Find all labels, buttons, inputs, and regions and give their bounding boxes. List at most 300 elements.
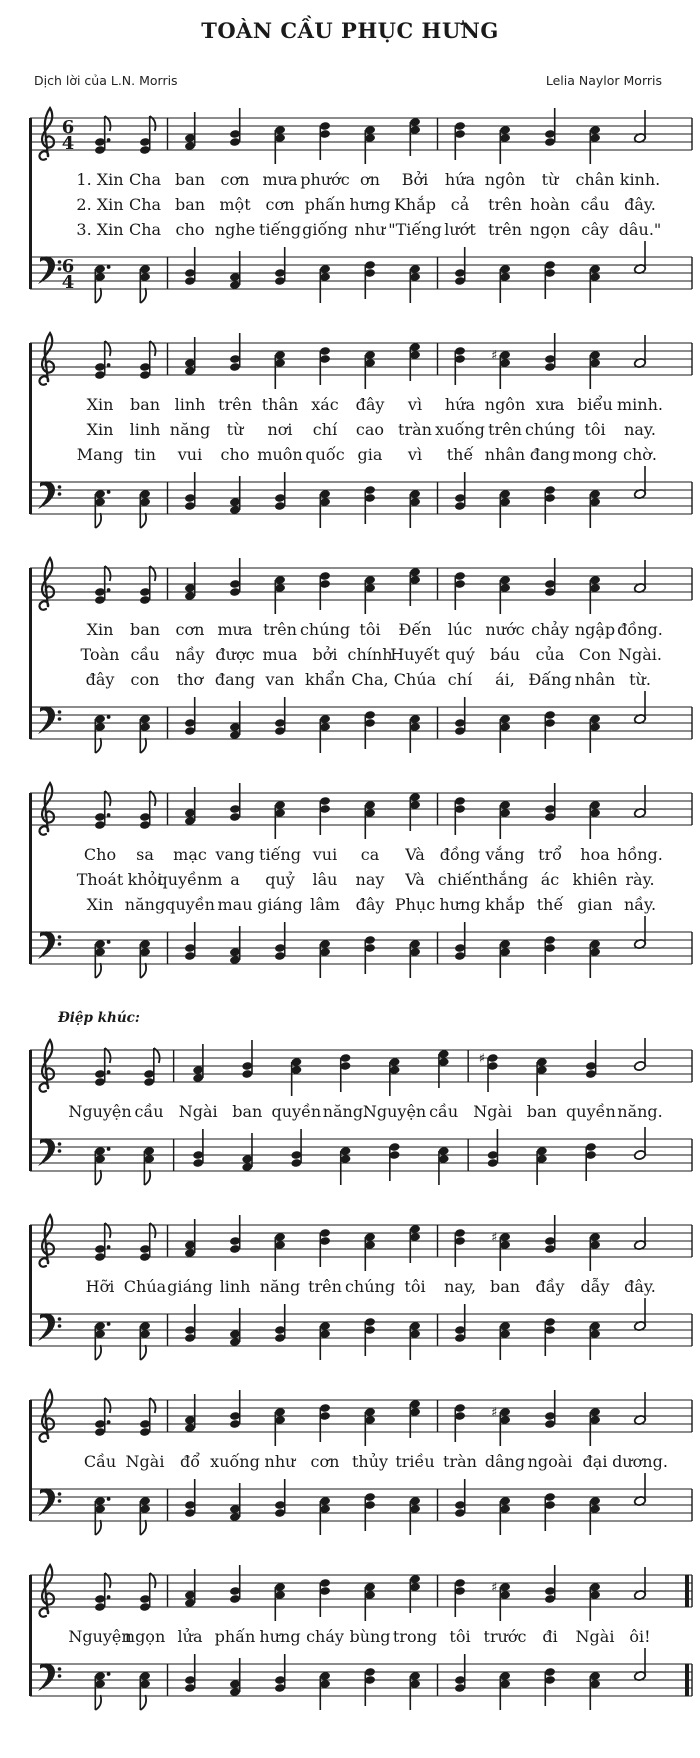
lyric-word: hứa: [444, 395, 476, 414]
bass-staff: [0, 1125, 700, 1189]
note-chord: [94, 791, 110, 830]
augmentation-dot: [107, 1595, 111, 1599]
staff-lines: [30, 1664, 692, 1696]
lyric-word: biểu: [577, 395, 613, 414]
lyric-word: tràn: [443, 1452, 477, 1471]
lyric-word: phấn: [214, 1627, 256, 1646]
lyric-word: ngoài: [527, 1452, 573, 1471]
augmentation-dot: [107, 138, 111, 142]
lyric-word: triều: [395, 1452, 435, 1471]
note-chord: [94, 1496, 110, 1535]
note-chord: [589, 264, 600, 303]
music-system: [0, 329, 700, 532]
lyric-line: [0, 618, 700, 643]
staff-lines: [30, 257, 692, 289]
augmentation-dot: [107, 940, 111, 944]
note-chord: [454, 1304, 465, 1343]
lyric-word: đầy: [535, 1277, 565, 1296]
lyric-word: bùng: [349, 1627, 391, 1646]
lyric-word: chúng: [344, 1277, 396, 1296]
lyric-word: linh: [174, 395, 206, 414]
note-chord: [454, 1403, 465, 1442]
lyric-word: a: [230, 870, 240, 889]
lyric-word: dương.: [612, 1452, 668, 1471]
lyric-line: [0, 1625, 700, 1650]
lyric-word: chí: [312, 420, 338, 439]
lyric-word: cháy: [306, 1627, 344, 1646]
lyric-word: khỏi: [127, 870, 163, 889]
note-chord: [499, 264, 510, 303]
lyric-word: Khắp: [393, 195, 437, 214]
lyric-word: trên: [218, 395, 252, 414]
lyric-word: Xin: [86, 895, 114, 914]
note-chord: [274, 125, 285, 164]
note-chord: [634, 1298, 647, 1331]
note-chord: [139, 1496, 150, 1535]
lyric-word: đang: [214, 670, 256, 689]
note-chord: [364, 125, 375, 164]
note-chord: [94, 116, 110, 155]
note-chord: [340, 1053, 351, 1092]
note-chord: [274, 1232, 285, 1271]
note-chord: [319, 1671, 330, 1710]
note-chord: [454, 1578, 465, 1617]
eighth-flag: [140, 1695, 146, 1710]
lyric-word: lướt: [444, 220, 476, 239]
lyric-word: Ngài: [178, 1102, 218, 1121]
note-chord: [544, 1492, 555, 1531]
note-chord: [634, 785, 647, 818]
note-chord: [589, 1582, 600, 1621]
note-chord: [274, 697, 285, 736]
lyric-word: ngôn: [484, 395, 526, 414]
note-chord: [634, 1648, 647, 1681]
lyric-word: Con: [578, 645, 612, 664]
note-chord: [634, 241, 647, 274]
note-chord: [589, 575, 600, 614]
augmentation-dot: [107, 1070, 111, 1074]
note-chord: [94, 1573, 110, 1612]
augmentation-dot: [107, 715, 111, 719]
lyric-word: ngọn: [529, 220, 571, 239]
bass-staff: [0, 1475, 700, 1539]
note-chord: [139, 116, 155, 155]
note-chord: [139, 1671, 150, 1710]
note-chord: [409, 489, 420, 528]
lyric-word: ban: [129, 395, 161, 414]
note-chord: [544, 783, 555, 822]
lyric-word: đang: [529, 445, 571, 464]
lyrics-block: [0, 843, 700, 918]
bass-staff: [0, 1650, 700, 1714]
note-chord: [94, 1223, 110, 1262]
note-chord: [364, 350, 375, 389]
chorus-label: Điệp khúc:: [58, 1010, 140, 1026]
note-chord: [589, 1407, 600, 1446]
note-chord: [229, 333, 240, 372]
note-chord: [499, 575, 510, 614]
note-chord: [454, 796, 465, 835]
note-chord: [479, 1052, 499, 1093]
note-chord: [274, 575, 285, 614]
lyric-word: trên: [263, 620, 297, 639]
note-chord: [274, 1304, 285, 1343]
lyric-word: 3. Xin: [76, 220, 124, 239]
lyric-word: quý: [445, 645, 475, 664]
note-chord: [491, 349, 511, 390]
lyrics-block: [0, 1275, 700, 1300]
note-chord: [499, 714, 510, 753]
eighth-flag: [140, 963, 146, 978]
note-chord: [274, 472, 285, 511]
lyric-line: [0, 1450, 700, 1475]
lyric-word: Toàn: [80, 645, 120, 664]
music-system: [0, 1561, 700, 1714]
lyric-word: chúng: [299, 620, 351, 639]
staff-lines: [30, 118, 692, 150]
lyric-word: cho: [175, 220, 205, 239]
lyric-word: Ngài: [575, 1627, 615, 1646]
lyric-line: [0, 668, 700, 693]
note-chord: [143, 1146, 154, 1185]
note-chord: [274, 350, 285, 389]
music-system: [0, 1036, 700, 1189]
lyric-word: hứa: [444, 170, 476, 189]
note-chord: [409, 714, 420, 753]
lyric-word: năng: [259, 1277, 301, 1296]
note-chord: [634, 1567, 647, 1600]
lyric-word: muôn: [257, 445, 303, 464]
note-chord: [139, 1573, 155, 1612]
note-chord: [229, 783, 240, 822]
lyric-word: ái,: [495, 670, 515, 689]
lyrics-block: [0, 168, 700, 243]
note-chord: [319, 1321, 330, 1360]
lyric-word: trên: [488, 195, 522, 214]
lyric-word: minh.: [617, 395, 663, 414]
lyric-word: ơn: [360, 170, 380, 189]
lyric-word: Thoát: [76, 870, 124, 889]
lyric-word: chảy: [531, 620, 569, 639]
lyric-word: quyền: [271, 1102, 322, 1121]
note-chord: [364, 800, 375, 839]
lyric-word: thơ: [176, 670, 204, 689]
lyric-word: tiếng: [259, 220, 301, 239]
score-body: [0, 104, 700, 1714]
lyrics-block: [0, 1625, 700, 1650]
lyric-word: Và: [405, 870, 425, 889]
lyric-word: hồng.: [617, 845, 663, 864]
staff-lines: [30, 343, 692, 375]
lyric-word: Xin: [86, 395, 114, 414]
bass-clef-icon: [38, 1663, 61, 1691]
note-chord: [319, 939, 330, 978]
note-chord: [634, 916, 647, 949]
eighth-flag: [95, 1345, 101, 1360]
lyric-word: báu: [489, 645, 521, 664]
time-signature: [62, 256, 75, 293]
lyric-word: đây: [355, 395, 385, 414]
note-chord: [274, 1582, 285, 1621]
lyric-word: hoàn: [530, 195, 570, 214]
note-chord: [454, 472, 465, 511]
lyric-word: khắp: [485, 895, 525, 914]
lyric-word: vắng: [485, 845, 525, 864]
lyric-word: nước: [485, 620, 525, 639]
treble-staff: [0, 1386, 700, 1450]
note-chord: [319, 796, 330, 835]
note-chord: [454, 247, 465, 286]
note-chord: [94, 1048, 110, 1087]
lyric-word: thủy: [351, 1452, 389, 1471]
lyric-word: Hỡi: [85, 1277, 115, 1296]
note-chord: [184, 697, 195, 736]
lyric-word: mưa: [217, 620, 253, 639]
note-chord: [364, 1407, 375, 1446]
lyric-word: nầy: [175, 645, 205, 664]
note-chord: [454, 121, 465, 160]
lyric-word: đồng.: [617, 620, 663, 639]
note-chord: [94, 489, 110, 528]
augmentation-dot: [107, 363, 111, 367]
note-chord: [634, 466, 647, 499]
lyric-line: [0, 393, 700, 418]
augmentation-dot: [107, 1147, 111, 1151]
lyric-word: Xin: [86, 420, 114, 439]
note-chord: [139, 791, 155, 830]
lyric-word: Và: [405, 845, 425, 864]
lyric-word: quyềnm: [157, 870, 223, 889]
note-chord: [589, 1496, 600, 1535]
staff-lines: [30, 932, 692, 964]
staff-lines: [30, 482, 692, 514]
staff-lines: [30, 707, 692, 739]
note-chord: [589, 714, 600, 753]
eighth-flag: [95, 738, 101, 753]
lyric-line: [0, 893, 700, 918]
eighth-flag: [95, 1520, 101, 1535]
note-chord: [229, 1215, 240, 1254]
lyric-line: [0, 443, 700, 468]
lyric-word: ban: [526, 1102, 557, 1121]
note-chord: [364, 1667, 375, 1706]
treble-staff: [0, 329, 700, 393]
lyric-word: nầy.: [623, 895, 657, 914]
lyric-word: nay.: [624, 420, 656, 439]
treble-staff: [0, 1211, 700, 1275]
bass-staff: [0, 1300, 700, 1364]
note-chord: [319, 121, 330, 160]
note-chord: [454, 571, 465, 610]
note-chord: [589, 350, 600, 389]
note-chord: [143, 1048, 159, 1087]
note-chord: [536, 1057, 547, 1096]
note-chord: [364, 485, 375, 524]
note-chord: [139, 566, 155, 605]
note-chord: [499, 800, 510, 839]
note-chord: [544, 1565, 555, 1604]
lyric-word: từ.: [629, 670, 651, 689]
lyric-line: [0, 868, 700, 893]
lyric-word: vì: [407, 445, 423, 464]
lyric-word: Phục: [394, 895, 436, 914]
note-chord: [544, 1317, 555, 1356]
staff-lines: [30, 1400, 692, 1432]
note-chord: [319, 1228, 330, 1267]
note-chord: [291, 1057, 302, 1096]
note-chord: [319, 1403, 330, 1442]
bass-staff: [0, 918, 700, 982]
lyric-word: năng.: [617, 1102, 663, 1121]
note-chord: [229, 1390, 240, 1429]
note-chord: [364, 935, 375, 974]
note-chord: [139, 714, 150, 753]
lyric-word: trên: [488, 220, 522, 239]
lyric-word: gian: [577, 895, 613, 914]
note-chord: [139, 939, 150, 978]
bass-clef-icon: [38, 481, 61, 509]
note-chord: [589, 1232, 600, 1271]
eighth-flag: [144, 1170, 150, 1185]
bass-clef-icon: [38, 256, 61, 284]
lyric-word: Đấng: [528, 670, 572, 689]
lyric-word: chí: [447, 670, 473, 689]
note-chord: [585, 1040, 596, 1079]
lyric-word: ban: [489, 1277, 521, 1296]
lyric-word: kinh.: [619, 170, 661, 189]
credits-row: [0, 73, 700, 88]
lyric-word: khẩn: [304, 670, 346, 689]
eighth-flag: [140, 738, 146, 753]
treble-staff: [0, 554, 700, 618]
note-chord: [94, 1671, 110, 1710]
note-chord: [193, 1129, 204, 1168]
treble-staff: [0, 104, 700, 168]
eighth-flag: [140, 1520, 146, 1535]
note-chord: [409, 1496, 420, 1535]
lyric-word: cao: [355, 420, 385, 439]
note-chord: [585, 1142, 596, 1181]
eighth-flag: [95, 963, 101, 978]
lyrics-block: [0, 618, 700, 693]
lyric-word: tôi: [359, 620, 381, 639]
note-chord: [319, 264, 330, 303]
note-chord: [184, 1479, 195, 1518]
bass-clef-icon: [38, 1313, 61, 1341]
note-chord: [454, 1479, 465, 1518]
note-chord: [139, 1223, 155, 1262]
augmentation-dot: [107, 1245, 111, 1249]
lyric-word: Cho: [83, 845, 117, 864]
note-chord: [491, 1581, 511, 1622]
lyric-word: đây: [85, 670, 115, 689]
time-signature-upper: 6: [61, 256, 75, 277]
note-chord: [139, 1321, 150, 1360]
lyric-word: ngọn: [124, 1627, 166, 1646]
composer-credit: Lelia Naylor Morris: [545, 73, 662, 88]
note-chord: [274, 922, 285, 961]
note-chord: [139, 341, 155, 380]
lyric-word: Cầu: [83, 1452, 117, 1471]
lyric-word: nhân: [484, 445, 526, 464]
lyric-line: [0, 418, 700, 443]
lyric-word: quốc: [305, 445, 345, 464]
lyric-word: Mang: [76, 445, 124, 464]
lyric-word: hưng: [349, 195, 391, 214]
final-barline: [685, 1664, 689, 1696]
note-chord: [319, 571, 330, 610]
lyric-word: năng: [124, 895, 166, 914]
lyric-word: mau: [217, 895, 253, 914]
lyric-word: được: [215, 645, 255, 664]
lyric-word: thân: [261, 395, 299, 414]
staff-lines: [30, 1575, 692, 1607]
lyric-word: như: [354, 220, 386, 239]
lyrics-block: [0, 1100, 700, 1125]
lyric-word: ôi!: [629, 1627, 651, 1646]
note-chord: [544, 558, 555, 597]
lyric-word: Chúa: [123, 1277, 167, 1296]
lyric-word: lâm: [310, 895, 340, 914]
staff-lines: [30, 1489, 692, 1521]
eighth-flag: [95, 513, 101, 528]
note-chord: [589, 1671, 600, 1710]
music-system: [0, 554, 700, 757]
note-chord: [499, 939, 510, 978]
lyric-word: tiếng: [259, 845, 301, 864]
lyric-word: tôi: [449, 1627, 471, 1646]
lyric-line: [0, 843, 700, 868]
lyric-word: ban: [174, 195, 206, 214]
lyric-word: đây.: [624, 1277, 656, 1296]
note-chord: [319, 714, 330, 753]
lyric-word: cầu: [429, 1102, 459, 1121]
lyric-word: tin: [134, 445, 156, 464]
treble-staff: [0, 779, 700, 843]
augmentation-dot: [107, 1420, 111, 1424]
lyric-word: vui: [177, 445, 203, 464]
lyric-word: trên: [488, 420, 522, 439]
lyric-word: nghe: [214, 220, 256, 239]
lyric-word: 2. Xin: [76, 195, 124, 214]
lyric-word: cơn: [310, 1452, 340, 1471]
lyric-word: Chúa: [393, 670, 437, 689]
eighth-flag: [140, 513, 146, 528]
lyric-word: ngôn: [484, 170, 526, 189]
lyric-word: dâu.": [618, 220, 662, 239]
time-signature: [62, 117, 75, 154]
time-signature-lower: 4: [61, 272, 75, 293]
lyric-word: con: [130, 670, 160, 689]
lyric-word: hoa: [580, 845, 610, 864]
sharp-icon: ♯: [491, 1580, 498, 1596]
augmentation-dot: [107, 1322, 111, 1326]
lyric-word: ban: [174, 170, 206, 189]
note-chord: [94, 1146, 110, 1185]
lyric-word: Xin: [86, 620, 114, 639]
treble-staff: [0, 1561, 700, 1625]
note-chord: [274, 1654, 285, 1693]
note-chord: [274, 1479, 285, 1518]
lyric-word: năng: [169, 420, 211, 439]
lyric-word: sa: [136, 845, 154, 864]
note-chord: [499, 1496, 510, 1535]
lyric-word: cơn: [175, 620, 205, 639]
lyric-word: mua: [262, 645, 298, 664]
note-chord: [589, 939, 600, 978]
note-chord: [229, 558, 240, 597]
note-chord: [364, 1492, 375, 1531]
